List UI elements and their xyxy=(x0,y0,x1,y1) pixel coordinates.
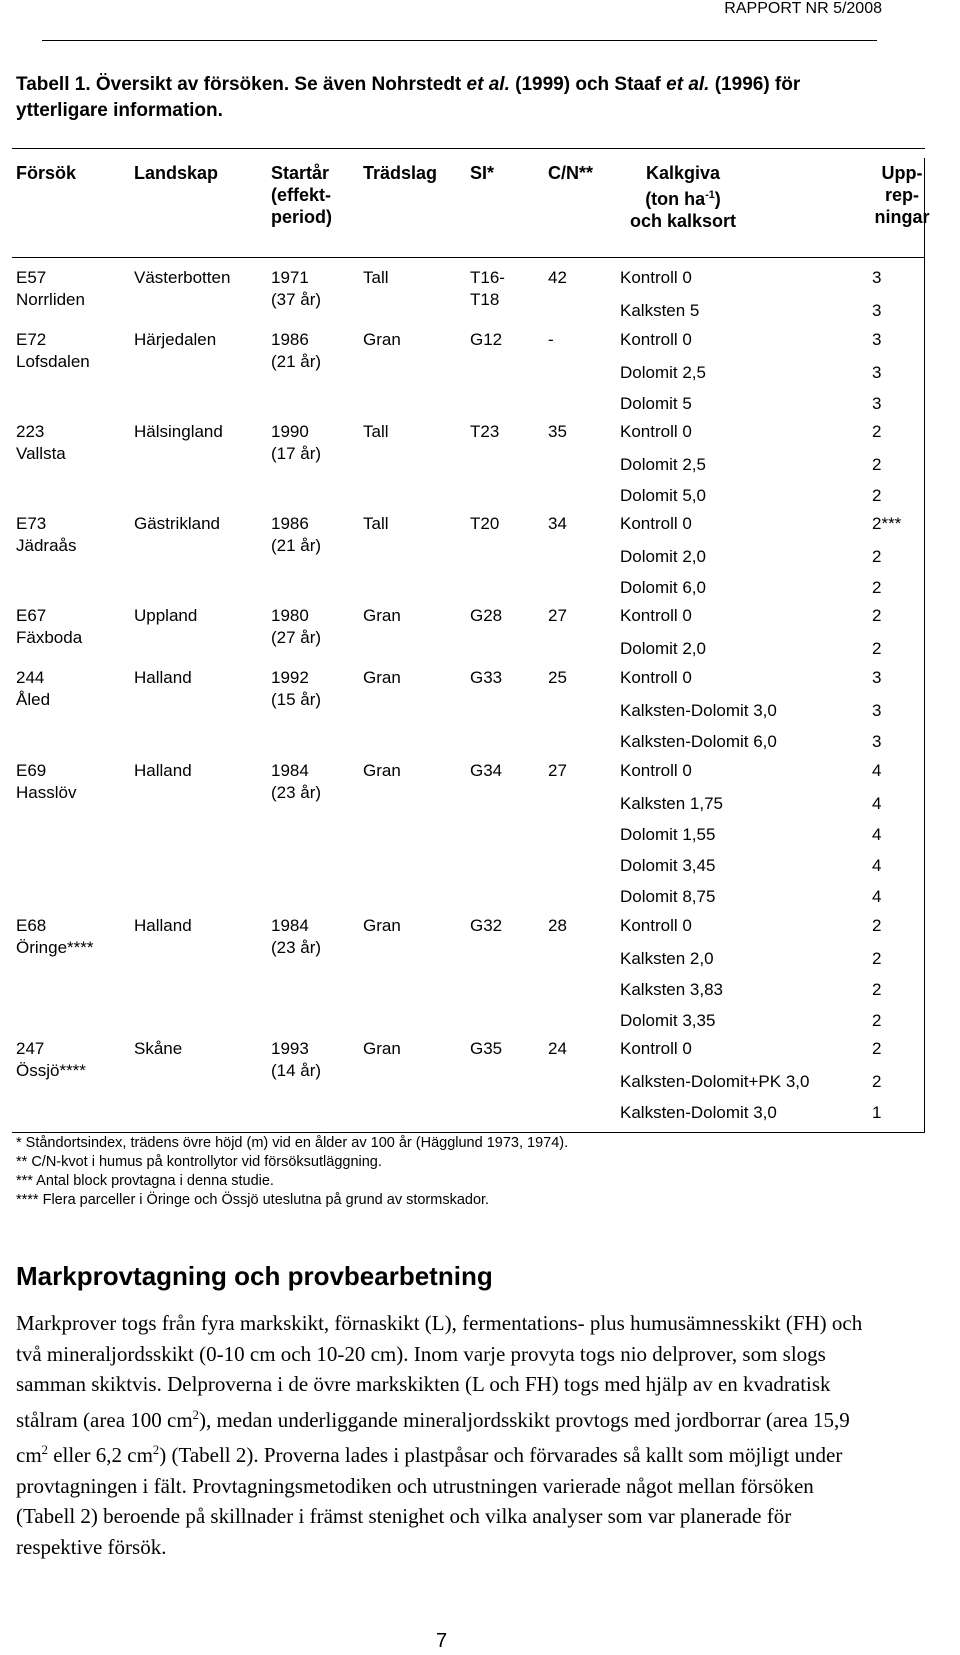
treatment-cell: Kontroll 0 xyxy=(620,1039,692,1058)
trial-id: 244 xyxy=(16,668,45,687)
replicates-cell: 2*** xyxy=(872,514,902,533)
trial-id: E57 xyxy=(16,268,47,287)
table-footnotes xyxy=(16,1134,568,1210)
tradslag-cell: Gran xyxy=(363,1039,401,1058)
table-right-rule xyxy=(924,158,925,1133)
landskap-cell: Halland xyxy=(134,761,192,780)
start-year-cell: 1986 xyxy=(271,330,309,349)
effect-period-cell: (21 år) xyxy=(271,352,322,371)
replicates-cell: 4 xyxy=(872,794,882,813)
treatment-cell: Kontroll 0 xyxy=(620,268,692,287)
landskap-cell: Skåne xyxy=(134,1039,183,1058)
trial-id: E67 xyxy=(16,606,47,625)
treatment-cell: Kontroll 0 xyxy=(620,761,692,780)
replicates-cell: 2 xyxy=(872,455,882,474)
treatment-cell: Dolomit 3,35 xyxy=(620,1011,716,1030)
si-cell: T20 xyxy=(470,514,500,533)
replicates-cell: 1 xyxy=(872,1103,882,1122)
effect-period-cell: (23 år) xyxy=(271,938,322,957)
page-number: 7 xyxy=(436,1630,448,1652)
trial-name: Jädraås xyxy=(16,536,77,555)
start-year-cell: 1990 xyxy=(271,422,309,441)
si-cell: G12 xyxy=(470,330,503,349)
replicates-cell: 3 xyxy=(872,732,882,751)
treatment-cell: Kontroll 0 xyxy=(620,514,692,533)
effect-period-cell: (15 år) xyxy=(271,690,322,709)
landskap-cell: Hälsingland xyxy=(134,422,223,441)
effect-period-cell: (23 år) xyxy=(271,783,322,802)
treatment-cell: Kontroll 0 xyxy=(620,606,692,625)
effect-period-cell: (21 år) xyxy=(271,536,322,555)
col-header-tradslag: Trädslag xyxy=(363,163,438,183)
treatment-cell: Dolomit 6,0 xyxy=(620,578,706,597)
si-cell: G35 xyxy=(470,1039,503,1058)
landskap-cell: Uppland xyxy=(134,606,198,625)
effect-period-cell: (14 år) xyxy=(271,1061,322,1080)
trial-id: E73 xyxy=(16,514,47,533)
replicates-cell: 3 xyxy=(872,268,882,287)
replicates-cell: 3 xyxy=(872,701,882,720)
trial-name: Hasslöv xyxy=(16,783,77,802)
landskap-cell: Härjedalen xyxy=(134,330,217,349)
treatment-cell: Kalksten 2,0 xyxy=(620,949,714,968)
col-header-si: SI* xyxy=(470,163,495,183)
tradslag-cell: Gran xyxy=(363,330,401,349)
treatment-cell: Kalksten-Dolomit 6,0 xyxy=(620,732,777,751)
trial-id: E68 xyxy=(16,916,47,935)
tradslag-cell: Tall xyxy=(363,422,389,441)
replicates-cell: 2 xyxy=(872,949,882,968)
start-year-cell: 1984 xyxy=(271,761,309,780)
section-title: Markprovtagning och provbearbetning xyxy=(16,1261,493,1291)
cn-cell: 27 xyxy=(548,606,567,625)
treatment-cell: Kontroll 0 xyxy=(620,668,692,687)
footnote: * Ståndortsindex, trädens övre höjd (m) vid en ålder av 100 år (Hägglund 1973, 1974). xyxy=(16,1135,569,1151)
table-top-rule xyxy=(12,148,925,149)
cn-cell: 42 xyxy=(548,268,567,287)
replicates-cell: 4 xyxy=(872,761,882,780)
replicates-cell: 4 xyxy=(872,887,882,906)
trial-name: Fäxboda xyxy=(16,628,83,647)
replicates-cell: 3 xyxy=(872,394,882,413)
header-rule xyxy=(42,40,877,41)
tradslag-cell: Gran xyxy=(363,668,401,687)
trial-id: E69 xyxy=(16,761,47,780)
start-year-cell: 1971 xyxy=(271,268,309,287)
replicates-cell: 2 xyxy=(872,578,882,597)
effect-period-cell: (37 år) xyxy=(271,290,322,309)
replicates-cell: 2 xyxy=(872,1039,882,1058)
col-header-kalkgiva: Kalkgiva (ton $ha^{-1}$) och kalksort xyxy=(629,163,737,231)
table-bottom-rule xyxy=(12,1132,925,1133)
tradslag-cell: Tall xyxy=(363,268,389,287)
effect-period-cell: (27 år) xyxy=(271,628,322,647)
trial-name: Vallsta xyxy=(16,444,66,463)
report-header: RAPPORT NR 5/2008 xyxy=(724,0,882,17)
si-cell-cont: T18 xyxy=(470,290,500,309)
replicates-cell: 3 xyxy=(872,330,882,349)
si-cell: G32 xyxy=(470,916,503,935)
tradslag-cell: Gran xyxy=(363,916,401,935)
replicates-cell: 2 xyxy=(872,639,882,658)
trial-id: E72 xyxy=(16,330,47,349)
replicates-cell: 3 xyxy=(872,363,882,382)
tradslag-cell: Gran xyxy=(363,761,401,780)
cn-cell: - xyxy=(548,330,554,349)
col-header-landskap: Landskap xyxy=(134,163,219,183)
footnote: ** C/N-kvot i humus på kontrollytor vid försöksutläggning. xyxy=(16,1154,382,1170)
tradslag-cell: Tall xyxy=(363,514,389,533)
cn-cell: 28 xyxy=(548,916,567,935)
table-header-rule xyxy=(12,257,925,258)
col-header-forsok: Försök xyxy=(16,163,77,183)
footnote: *** Antal block provtagna i denna studie. xyxy=(16,1173,274,1189)
replicates-cell: 2 xyxy=(872,547,882,566)
start-year-cell: 1984 xyxy=(271,916,309,935)
section-paragraph: Markprover togs från fyra markskikt, förnaskikt (L), fermentations- plus humusämnesskikt (FH) och två mineraljordsskikt (0-10 cm och 10-20 cm). Inom varje provyta togs nio delprover, som slogs samman skiktvis. Delproverna i de övre markskikten (L och FH) togs med hjälp av en kvadratisk stålram (area 100 $cm^2$), medan underliggande mineraljordsskikt provtogs med jordborrar (area 15,9 $cm^2$ eller 6,2 $cm^2$) (Tabell 2). Proverna lades i plastpåsar och förvarades så kallt som möjligt under provtagningen i fält. Provtagningsmetodiken och utrustningen varierade något mellan försöken (Tabell 2) beroende på skillnader i främst stenighet och vilka analyser som var planerade för respektive försök. xyxy=(16,1311,863,1559)
cn-cell: 25 xyxy=(548,668,567,687)
replicates-cell: 2 xyxy=(872,1072,882,1091)
treatment-cell: Dolomit 2,5 xyxy=(620,363,706,382)
treatment-cell: Dolomit 2,0 xyxy=(620,639,706,658)
replicates-cell: 2 xyxy=(872,422,882,441)
treatment-cell: Kalksten 5 xyxy=(620,301,700,320)
landskap-cell: Västerbotten xyxy=(134,268,231,287)
treatment-cell: Dolomit 2,5 xyxy=(620,455,706,474)
replicates-cell: 2 xyxy=(872,1011,882,1030)
effect-period-cell: (17 år) xyxy=(271,444,322,463)
replicates-cell: 3 xyxy=(872,301,882,320)
replicates-cell: 2 xyxy=(872,486,882,505)
si-cell: T23 xyxy=(470,422,500,441)
trial-name: Norrliden xyxy=(16,290,85,309)
col-header-startar: Startår (effekt- period) xyxy=(271,163,332,227)
treatment-cell: Kontroll 0 xyxy=(620,330,692,349)
treatment-cell: Dolomit 2,0 xyxy=(620,547,706,566)
start-year-cell: 1980 xyxy=(271,606,309,625)
trial-id: 247 xyxy=(16,1039,45,1058)
col-header-cn: C/N** xyxy=(548,163,594,183)
landskap-cell: Halland xyxy=(134,668,192,687)
table-caption: Tabell 1. Översikt av försöken. Se även Nohrstedt et al. (1999) och Staaf et al. (1996) för ytterligare information. xyxy=(16,74,801,121)
col-header-upprepningar: Upp- rep- ningar xyxy=(874,163,930,227)
start-year-cell: 1992 xyxy=(271,668,309,687)
replicates-cell: 4 xyxy=(872,856,882,875)
cn-cell: 27 xyxy=(548,761,567,780)
si-cell: T16- xyxy=(470,268,505,287)
treatment-cell: Dolomit 1,55 xyxy=(620,825,716,844)
trial-name: Össjö**** xyxy=(16,1061,86,1080)
replicates-cell: 2 xyxy=(872,606,882,625)
replicates-cell: 3 xyxy=(872,668,882,687)
replicates-cell: 2 xyxy=(872,980,882,999)
treatment-cell: Kontroll 0 xyxy=(620,916,692,935)
treatment-cell: Kalksten-Dolomit 3,0 xyxy=(620,1103,777,1122)
tradslag-cell: Gran xyxy=(363,606,401,625)
treatment-cell: Dolomit 8,75 xyxy=(620,887,716,906)
start-year-cell: 1993 xyxy=(271,1039,309,1058)
si-cell: G34 xyxy=(470,761,503,780)
si-cell: G33 xyxy=(470,668,503,687)
treatment-cell: Dolomit 3,45 xyxy=(620,856,716,875)
footnote: **** Flera parceller i Öringe och Össjö uteslutna på grund av stormskador. xyxy=(16,1192,490,1208)
si-cell: G28 xyxy=(470,606,503,625)
treatment-cell: Kalksten-Dolomit 3,0 xyxy=(620,701,777,720)
treatment-cell: Kalksten 3,83 xyxy=(620,980,724,999)
trial-id: 223 xyxy=(16,422,45,441)
trial-name: Lofsdalen xyxy=(16,352,90,371)
treatment-cell: Dolomit 5,0 xyxy=(620,486,706,505)
cn-cell: 24 xyxy=(548,1039,567,1058)
landskap-cell: Halland xyxy=(134,916,192,935)
cn-cell: 35 xyxy=(548,422,567,441)
replicates-cell: 4 xyxy=(872,825,882,844)
treatment-cell: Kalksten 1,75 xyxy=(620,794,724,813)
treatment-cell: Dolomit 5 xyxy=(620,394,692,413)
start-year-cell: 1986 xyxy=(271,514,309,533)
treatment-cell: Kontroll 0 xyxy=(620,422,692,441)
cn-cell: 34 xyxy=(548,514,567,533)
trial-name: Åled xyxy=(16,690,51,709)
landskap-cell: Gästrikland xyxy=(134,514,220,533)
treatment-cell: Kalksten-Dolomit+PK 3,0 xyxy=(620,1072,810,1091)
replicates-cell: 2 xyxy=(872,916,882,935)
trial-name: Öringe**** xyxy=(16,938,94,957)
